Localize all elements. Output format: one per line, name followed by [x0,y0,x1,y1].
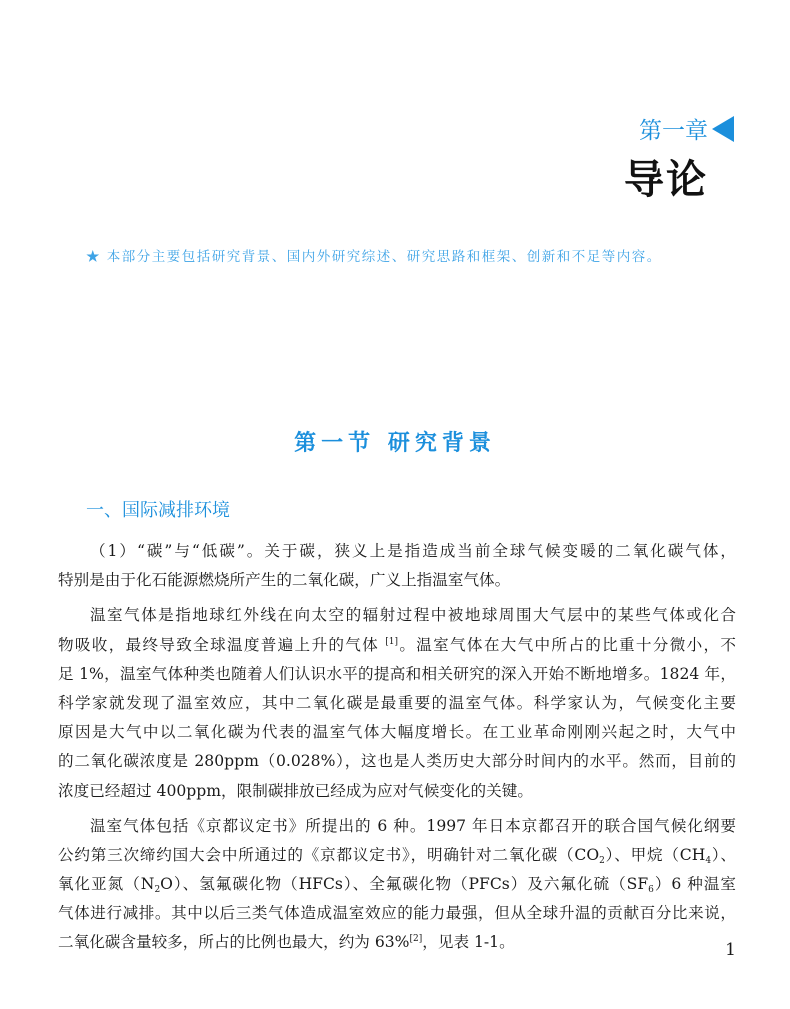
paragraph [58,537,736,595]
text-line [58,928,736,957]
text-run: 。温室气体在大气中所占的比重十分微小，不 [398,635,736,654]
text-run: ，见表 1-1。 [422,933,515,952]
text-run: 温室气体包括《京都议定书》所提出的 6 种。1997 年日本京都召开的联合国气候化纲要 [90,816,736,835]
chapter-summary [86,245,662,265]
text-line [58,777,736,806]
text-run: 科学家就发现了温室效应，其中二氧化碳是最重要的温室气体。科学家认为，气候变化主要 [58,693,736,712]
text-run: 的二氧化碳浓度是 280ppm（0.028%），这也是人类历史大部分时间内的水平。然而，目前的 [58,752,736,771]
text-line [58,601,736,630]
subscript: 4 [705,855,712,866]
summary-text: 本部分主要包括研究背景、国内外研究综述、研究思路和框架、创新和不足等内容。 [106,249,662,265]
text-run: （1）“碳”与“低碳”。关于碳，狭义上是指造成当前全球气候变暖的二氧化碳气体， [90,542,736,560]
text-run: 物吸收，最终导致全球温度普遍上升的气体 [58,635,386,654]
triangle-left-icon [712,116,734,142]
subsection-title: 一、国际减排环境 [86,500,230,521]
subscript: 2 [154,885,161,896]
citation: [1] [385,636,399,647]
text-line [58,660,736,689]
text-run: 公约第三次缔约国大会中所通过的《京都议定书》，明确针对二氧化碳（CO [58,845,600,864]
text-line [58,841,736,870]
section-title: 第一节 研究背景 [294,430,496,456]
text-run: 浓度已经超过 400ppm，限制碳排放已经成为应对气候变化的关键。 [58,781,533,800]
text-line [58,870,736,899]
text-line [58,689,736,718]
text-run: ）、甲烷（CH [604,845,706,864]
chapter-title: 导论 [624,157,708,203]
paragraph [58,812,736,958]
paragraph [58,601,736,805]
text-line [58,631,736,660]
text-run: 原因是大气中以二氧化碳为代表的温室气体大幅度增长。在工业革命刚刚兴起之时，大气中 [58,723,736,742]
text-line [58,566,736,595]
text-line [58,537,736,566]
page-number: 1 [725,940,736,960]
text-run: O）、氢氟碳化物（HFCs）、全氟碳化物（PFCs）及六氟化硫（SF [160,875,649,894]
text-run: 特别是由于化石能源燃烧所产生的二氧化碳，广义上指温室气体。 [58,571,511,590]
text-line [58,899,736,928]
body-text [58,537,736,958]
text-run: 足 1%，温室气体种类也随着人们认识水平的提高和相关研究的深入开始不断地增多。1824 年， [58,664,736,683]
text-line [58,812,736,841]
subscript: 2 [599,855,605,866]
text-run: ）6 种温室 [653,875,736,894]
text-run: 气体进行减排。其中以后三类气体造成温室效应的能力最强，但从全球升温的贡献百分比来说， [58,904,736,923]
text-run: 温室气体是指地球红外线在向太空的辐射过程中被地球周围大气层中的某些气体或化合 [90,606,736,625]
text-line [58,747,736,776]
subscript: 6 [648,885,654,896]
text-line [58,718,736,747]
star-icon: ★ [86,249,101,265]
text-run: 氧化亚氮（N [58,875,155,894]
chapter-label [639,112,734,145]
citation: [2] [409,934,423,945]
text-run: ）、 [711,845,736,864]
chapter-number: 第一章 [639,118,708,144]
text-run: 二氧化碳含量较多，所占的比例也最大，约为 63% [58,933,410,952]
